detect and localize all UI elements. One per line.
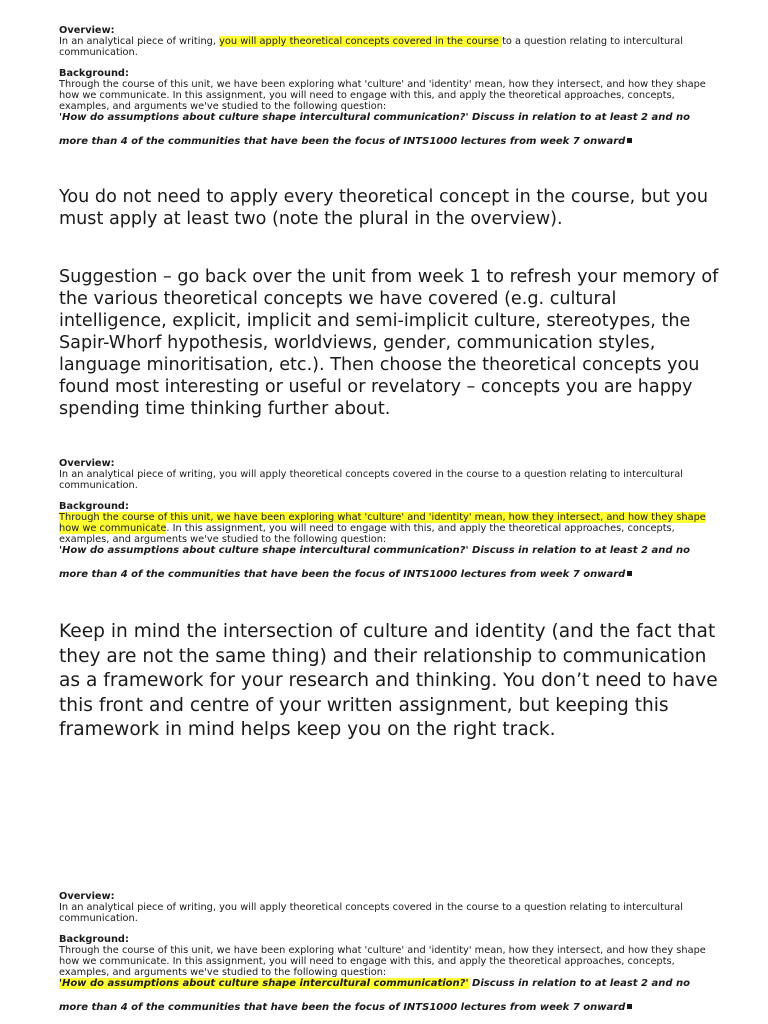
overview-text-pre: In an analytical piece of writing, <box>59 35 220 47</box>
overview-text-post: to a question relating to intercultural communication. <box>59 35 683 58</box>
overview-heading: Overview: <box>59 891 115 902</box>
assignment-brief-2 <box>59 459 719 581</box>
end-marker-icon <box>627 571 632 576</box>
end-marker-icon <box>627 138 632 143</box>
question-quote: 'How do assumptions about culture shape intercultural communication?' <box>59 111 469 123</box>
question-rest: Discuss in relation to at least 2 and no <box>468 111 690 123</box>
background-text-a: Through the course of this unit, we have been exploring what 'culture' and 'identity' mean, how they intersect, and how they shape how we communicate <box>59 945 706 967</box>
assignment-question <box>59 113 719 149</box>
overview-text <box>59 37 719 59</box>
background-heading: Background: <box>59 68 129 80</box>
note-suggestion: Suggestion – go back over the unit from week 1 to refresh your memory of the various theoretical concepts we have covered (e.g. cultural intelligence, explicit, implicit and semi-implicit culture, stereotypes, the Sapir-Whorf hypothesis, worldviews, gender, communication styles, language minoritisation, etc.). Then choose the theoretical concepts you found most interesting or useful or revelatory – concepts you are happy spending time thinking further about. <box>59 267 719 419</box>
overview-text-mid: you will apply theoretical concepts covered in the course <box>219 901 503 913</box>
background-text-b: . In this assignment, you will need to engage with this, and apply the theoretical approaches, concepts, examples, and arguments we've studied to the following question: <box>59 955 675 978</box>
overview-text-mid: you will apply theoretical concepts covered in the course <box>219 468 503 480</box>
note-framework: Keep in mind the intersection of culture and identity (and the fact that they are not the same thing) and their relationship to communication as a framework for your research and thinking. You don’t need to have this front and centre of your written assignment, but keeping this framework in mind helps keep you on the right track. <box>59 621 718 740</box>
overview-text-post: to a question relating to intercultural communication. <box>59 901 683 924</box>
note-apply-concepts: You do not need to apply every theoretical concept in the course, but you must apply at least two (note the plural in the overview). <box>59 187 708 229</box>
question-rest: Discuss in relation to at least 2 and no <box>468 977 690 989</box>
background-highlight: Through the course of this unit, we have been exploring what 'culture' and 'identity' mean, how they intersect, and how they shape how we communicate <box>59 512 706 534</box>
overview-text-pre: In an analytical piece of writing, <box>59 901 220 913</box>
overview-text-pre: In an analytical piece of writing, <box>59 468 220 480</box>
assignment-brief-3 <box>59 892 719 1014</box>
background-text-b: . In this assignment, you will need to engage with this, and apply the theoretical approaches, concepts, examples, and arguments we've studied to the following question: <box>59 522 675 545</box>
question-rest: Discuss in relation to at least 2 and no <box>468 544 690 556</box>
overview-heading: Overview: <box>59 458 115 469</box>
overview-text <box>59 903 719 925</box>
overview-text <box>59 470 719 492</box>
question-line2: more than 4 of the communities that have been the focus of INTS1000 lectures from week 7 onward <box>59 1002 626 1014</box>
question-quote: 'How do assumptions about culture shape intercultural communication?' <box>59 544 469 556</box>
overview-heading: Overview: <box>59 25 115 36</box>
overview-highlight: you will apply theoretical concepts covered in the course <box>219 35 503 47</box>
question-line2: more than 4 of the communities that have been the focus of INTS1000 lectures from week 7 onward <box>59 136 626 148</box>
question-line2: more than 4 of the communities that have been the focus of INTS1000 lectures from week 7 onward <box>59 569 626 581</box>
background-text-a: Through the course of this unit, we have been exploring what 'culture' and 'identity' mean, how they intersect, and how they shape how we communicate <box>59 79 706 101</box>
assignment-question <box>59 546 719 582</box>
background-text-b: . In this assignment, you will need to engage with this, and apply the theoretical approaches, concepts, examples, and arguments we've studied to the following question: <box>59 89 675 112</box>
assignment-brief-1 <box>59 26 719 148</box>
background-heading: Background: <box>59 934 129 946</box>
background-text <box>59 946 719 978</box>
overview-text-post: to a question relating to intercultural communication. <box>59 468 683 491</box>
question-highlight: 'How do assumptions about culture shape intercultural communication?' <box>59 977 469 989</box>
background-heading: Background: <box>59 501 129 513</box>
background-text <box>59 513 719 545</box>
assignment-question <box>59 979 719 1015</box>
end-marker-icon <box>627 1004 632 1009</box>
background-text <box>59 80 719 112</box>
